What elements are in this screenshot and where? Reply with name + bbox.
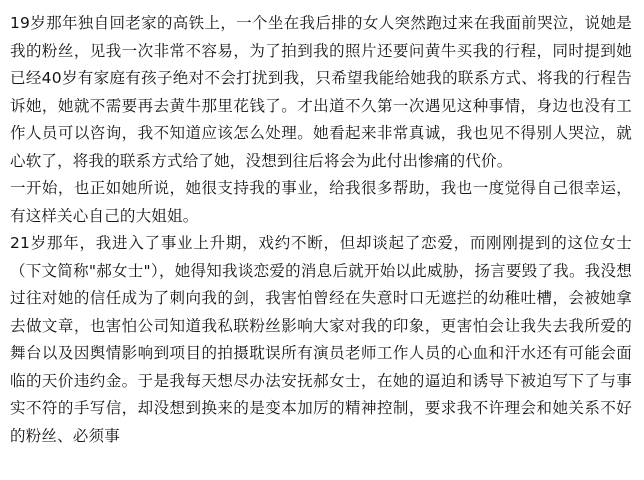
paragraph-3: 21岁那年，我进入了事业上升期，戏约不断，但却谈起了恋爱，而刚刚提到的这位女士（下文简称"郝女士"），她得知我谈恋爱的消息后就开始以此威胁，扬言要毁了我。我没想过往对她的信任成为了刺向我的剑，我害怕曾经在失意时口无遮拦的幼稚吐槽，会被她拿去做文章，也害怕公司知道我私联粉丝影响大家对我的印象，更害怕会让我失去我所爱的舞台以及因舆情影响到项目的拍摄耽误所有演员老师工作人员的心血和汗水还有可能会面临的天价违约金。于是我每天想尽办法安抚郝女士，在她的逼迫和诱导下被迫写下了与事实不符的手写信，却没想到换来的是变本加厉的精神控制，要求我不许理会和她关系不好的粉丝、必须事: [10, 234, 632, 445]
paragraph-1: 19岁那年独自回老家的高铁上，一个坐在我后排的女人突然跑过来在我面前哭泣，说她是我的粉丝，见我一次非常不容易，为了拍到我的照片还要问黄牛买我的行程，同时提到她已经40岁有家庭有孩子绝对不会打扰到我，只希望我能给她我的联系方式、将我的行程告诉她，她就不需要再去黄牛那里花钱了。才出道不久第一次遇见这种事情，身边也没有工作人员可以咨询，我不知道应该怎么处理。她看起来非常真诚，我也见不得别人哭泣，就心软了，将我的联系方式给了她，没想到往后将会为此付出惨痛的代价。: [10, 14, 632, 170]
paragraph-2: 一开始，也正如她所说，她很支持我的事业，给我很多帮助，我也一度觉得自己很幸运，有这样关心自己的大姐姐。: [10, 179, 632, 225]
